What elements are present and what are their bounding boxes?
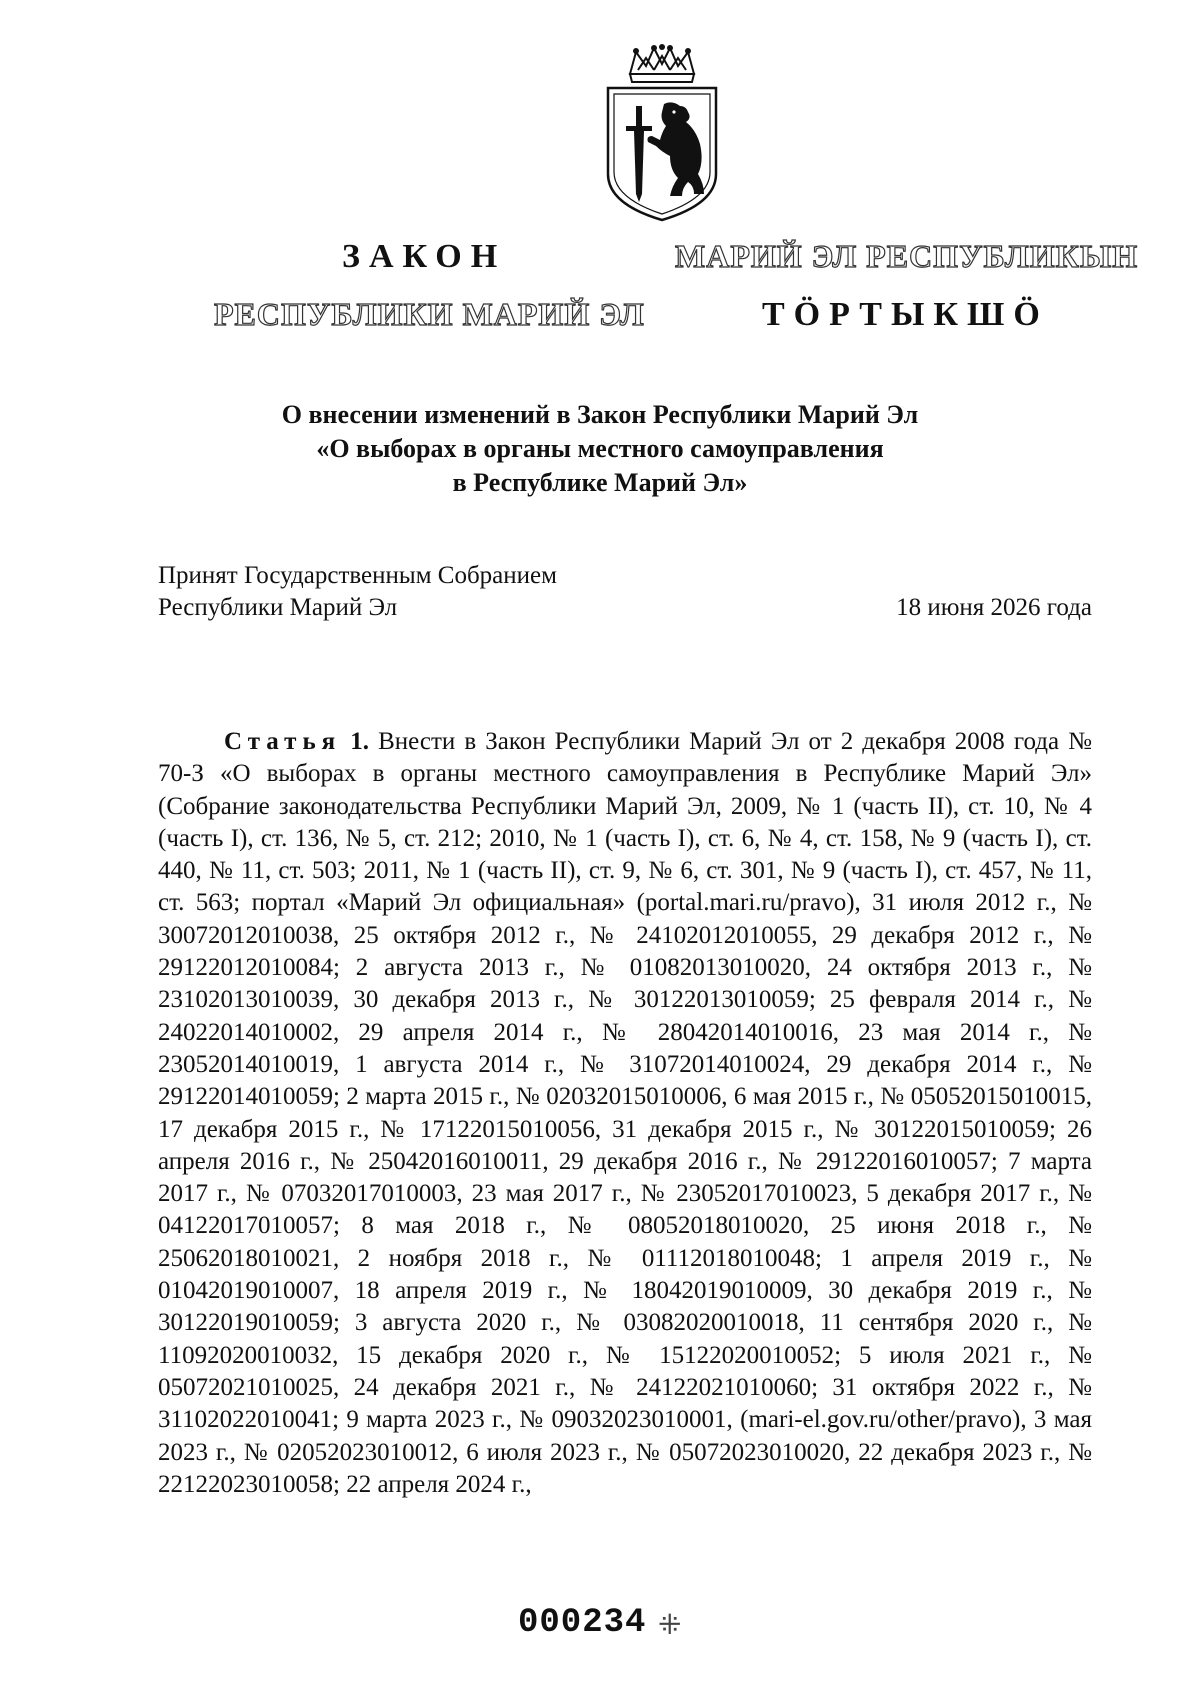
document-title-line: О внесении изменений в Закон Республики Марий Эл bbox=[281, 400, 919, 429]
article-body bbox=[158, 726, 1092, 1501]
document-title-line: «О выборах в органы местного самоуправления bbox=[316, 434, 884, 463]
article-number: 1. bbox=[350, 728, 370, 755]
document-title bbox=[0, 398, 1200, 500]
stamp-mark-icon: ⁜ bbox=[658, 1610, 682, 1641]
article-label: Статья bbox=[224, 728, 342, 755]
header-republic-mari: МАРИЙ ЭЛ РЕСПУБЛИКЫН bbox=[675, 238, 1139, 274]
adoption-date: 18 июня 2026 года bbox=[896, 594, 1092, 621]
header-law-title: ЗАКОН bbox=[342, 238, 507, 275]
header-law-title-mari: ТӦРТЫКШӦ bbox=[762, 296, 1049, 333]
document-title-line: в Республике Марий Эл» bbox=[452, 468, 748, 497]
document-serial-number: 000234 bbox=[518, 1604, 647, 1642]
adoption-line: Принят Государственным Собранием bbox=[158, 562, 557, 589]
article-1-paragraph bbox=[158, 726, 1092, 1501]
article-text: Внести в Закон Республики Марий Эл от 2 декабря 2008 года № 70-З «О выборах в органы местного самоуправления в Республике Марий Эл» (Собрание законодательства Республики Марий Эл, 2009, № 1 (часть II), ст. 10, № 4 (часть I), ст. 136, № 5, ст. 212; 2010, № 1 (часть I), ст. 6, № 4, ст. 158, № 9 (часть I), ст. 440, № 11, ст. 503; 2011, № 1 (часть II), ст. 9, № 6, ст. 301, № 9 (часть I), ст. 457, № 11, ст. 563; портал «Марий Эл официальная» (portal.mari.ru/pravo), 31 июля 2012 г., № 30072012010038, 25 октября 2012 г., № 24102012010055, 29 декабря 2012 г., № 29122012010084; 2 августа 2013 г., № 01082013010020, 24 октября 2013 г., № 23102013010039, 30 декабря 2013 г., № 30122013010059; 25 февраля 2014 г., № 24022014010002, 29 апреля 2014 г., № 28042014010016, 23 мая 2014 г., № 23052014010019, 1 августа 2014 г., № 31072014010024, 29 декабря 2014 г., № 29122014010059; 2 марта 2015 г., № 02032015010006, 6 мая 2015 г., № 05052015010015, 17 декабря 2015 г., № 17122015010056, 31 декабря 2015 г., № 30122015010059; 26 апреля 2016 г., № 25042016010011, 29 декабря 2016 г., № 29122016010057; 7 марта 2017 г., № 07032017010003, 23 мая 2017 г., № 23052017010023, 5 декабря 2017 г., № 04122017010057; 8 мая 2018 г., № 08052018010020, 25 июня 2018 г., № 25062018010021, 2 ноября 2018 г., № 01112018010048; 1 апреля 2019 г., № 01042019010007, 18 апреля 2019 г., № 18042019010009, 30 декабря 2019 г., № 30122019010059; 3 августа 2020 г., № 03082020010018, 11 сентября 2020 г., № 11092020010032, 15 декабря 2020 г., № 15122020010052; 5 июля 2021 г., № 05072021010025, 24 декабря 2021 г., № 24122021010060; 31 октября 2022 г., № 31102022010041; 9 марта 2023 г., № 09032023010001, (mari-el.gov.ru/other/pravo), 3 мая 2023 г., № 02052023010012, 6 июля 2023 г., № 05072023010020, 22 декабря 2023 г., № 22122023010058; 22 апреля 2024 г., bbox=[158, 728, 1093, 1498]
header-republic-name: РЕСПУБЛИКИ МАРИЙ ЭЛ bbox=[214, 296, 645, 332]
adoption-statement bbox=[158, 560, 557, 624]
coat-of-arms-icon bbox=[600, 44, 724, 224]
adoption-line: Республики Марий Эл bbox=[158, 594, 398, 621]
